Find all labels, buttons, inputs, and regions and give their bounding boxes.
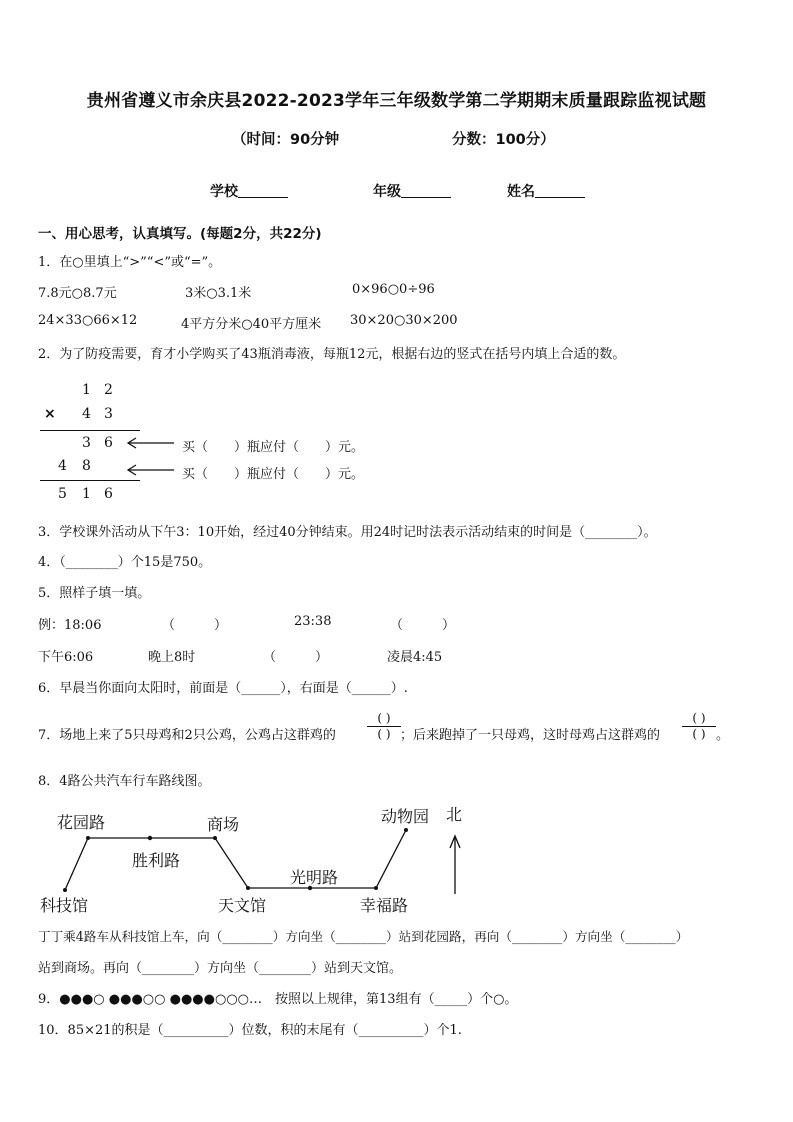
q5-time-2: 23:38: [294, 614, 332, 629]
stop-label: 花园路: [57, 813, 106, 832]
q8-line-1: 丁丁乘4路车从科技馆上车，向（________）方向坐（________）站到花园路，再向（________）方向坐（________）: [38, 929, 689, 944]
question-8: 8．4路公共汽车行车路线图。: [38, 774, 211, 789]
q5-blank-1[interactable]: （ ）: [162, 618, 228, 633]
q1-item-2: 3米○3.1米: [185, 286, 252, 301]
multiply-sign: ×: [44, 406, 56, 422]
exam-score: 分数：100分）: [452, 132, 555, 148]
fraction-2[interactable]: [682, 711, 716, 742]
question-10: 10．85×21的积是（__________）位数，积的末尾有（__________）个1.: [38, 1023, 462, 1038]
q5-time-4: 晚上8时: [148, 650, 196, 665]
grade-label: 年级: [373, 184, 401, 200]
q1-item-3: 0×96○0÷96: [352, 282, 435, 297]
digit: 2: [104, 382, 113, 398]
q5-example: 例：18:06: [38, 618, 102, 633]
q1-item-4: 24×33○66×12: [38, 313, 138, 328]
q1-item-5: 4平方分米○40平方厘米: [181, 317, 322, 332]
section-1-heading: 一、用心思考，认真填写。(每题2分，共22分): [38, 226, 322, 242]
q5-time-5: 凌晨4:45: [387, 650, 443, 665]
school-field[interactable]: [210, 181, 288, 201]
q5-time-3: 下午6:06: [38, 650, 94, 665]
q2-note-2: 买（ ）瓶应付（ ）元。: [182, 467, 365, 482]
stop-label: 光明路: [290, 868, 339, 887]
question-4: 4．（________）个15是750。: [38, 555, 212, 570]
digit: 5: [58, 486, 67, 502]
digit: 8: [82, 458, 91, 474]
exam-time: （时间：90分钟: [232, 132, 340, 148]
digit: 3: [104, 406, 113, 422]
fraction-numerator: ( ): [367, 711, 401, 727]
page-title: 贵州省遵义市余庆县2022-2023学年三年级数学第二学期期末质量跟踪监视试题: [86, 91, 707, 111]
divider: [40, 480, 140, 481]
digit: 1: [82, 486, 91, 502]
q1-item-1: 7.8元○8.7元: [38, 286, 117, 301]
q2-note-1: 买（ ）瓶应付（ ）元。: [182, 440, 365, 455]
stop-label: 科技馆: [40, 896, 89, 915]
q5-blank-2[interactable]: （ ）: [390, 618, 456, 633]
stop-label: 胜利路: [132, 851, 181, 870]
q5-blank-3[interactable]: （ ）: [263, 650, 329, 665]
digit: 6: [104, 435, 113, 451]
school-label: 学校: [210, 184, 238, 200]
fraction-denominator: ( ): [692, 727, 706, 741]
question-2: 2．为了防疫需要，育才小学购买了43瓶消毒液，每瓶12元，根据右边的竖式在括号内填上合适的数。: [38, 347, 626, 362]
stop-label: 商场: [207, 815, 240, 834]
digit: 1: [82, 382, 91, 398]
north-label: 北: [446, 805, 463, 824]
q1-item-6: 30×20○30×200: [350, 313, 458, 328]
question-7-part-c: 。: [716, 728, 730, 743]
grade-field[interactable]: [373, 181, 451, 201]
question-7-part-a: 7．场地上来了5只母鸡和2只公鸡，公鸡占这群鸡的: [38, 728, 336, 743]
fraction-denominator: ( ): [377, 727, 391, 741]
digit: 6: [104, 486, 113, 502]
arrow-left-icon: [124, 436, 176, 480]
q8-line-2: 站到商场。再向（________）方向坐（________）站到天文馆。: [38, 961, 403, 976]
digit: 3: [82, 435, 91, 451]
name-label: 姓名: [507, 184, 535, 200]
question-3: 3．学校课外活动从下午3：10开始，经过40分钟结束。用24时记时法表示活动结束的时间是（________）。: [38, 525, 657, 540]
question-9: 9．●●●○ ●●●○○ ●●●●○○○… 按照以上规律，第13组有（_____）个○。: [38, 992, 518, 1007]
name-field[interactable]: [507, 181, 585, 201]
question-1: 1．在○里填上“>”“<”或“=”。: [38, 255, 222, 270]
question-7-part-b: ；后来跑掉了一只母鸡，这时母鸡占这群鸡的: [400, 728, 661, 743]
question-5: 5．照样子填一填。: [38, 586, 151, 601]
stop-label: 天文馆: [218, 896, 267, 915]
stop-label: 动物园: [381, 807, 430, 826]
stop-label: 幸福路: [360, 896, 409, 915]
digit: 4: [58, 458, 67, 474]
divider: [40, 430, 140, 431]
digit: 4: [82, 406, 91, 422]
fraction-numerator: ( ): [682, 711, 716, 727]
question-6: 6．早晨当你面向太阳时，前面是（______），右面是（______）.: [38, 681, 408, 696]
fraction-1[interactable]: [367, 711, 401, 742]
